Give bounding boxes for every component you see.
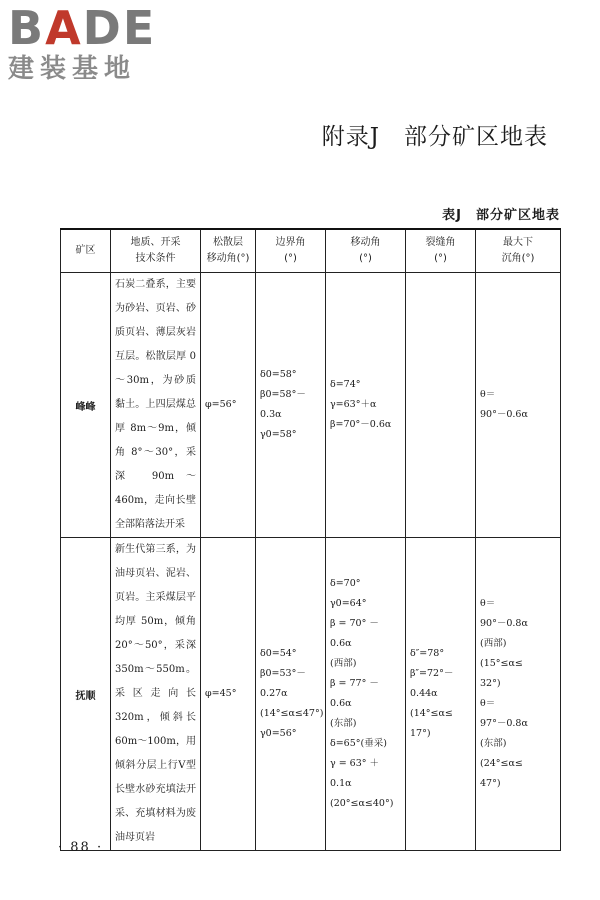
cell-geology: 石炭二叠系，主要为砂岩、页岩、砂质页岩、薄层灰岩互层。松散层厚 0～30m，为砂质黏土。上四层煤总厚 8m～9m，倾角 8°～30°，采深 90m～460m，走向长壁全部陷落法开采 <box>111 273 201 538</box>
page-title: 附录J 部分矿区地表 <box>321 124 548 150</box>
logo-letters-de: DE <box>82 1 157 55</box>
logo-letter-b: B <box>8 1 46 55</box>
logo-subtitle: 建装基地 <box>8 54 137 84</box>
cell-mine: 抚顺 <box>61 538 111 851</box>
header-crack-angle: 裂缝角 (°) <box>406 229 476 273</box>
header-geology: 地质、开采 技术条件 <box>111 229 201 273</box>
cell-movement-angle: δ=74° γ=63°＋α β=70°－0.6α <box>326 273 406 538</box>
bade-logo <box>8 1 178 84</box>
cell-boundary-angle: δ0=58° β0=58°－0.3α γ0=58° <box>256 273 326 538</box>
page-number: · 88 · <box>58 840 104 855</box>
logo-letter-a: A <box>45 1 83 55</box>
header-movement-angle: 移动角 (°) <box>326 229 406 273</box>
mine-surface-table <box>60 228 561 851</box>
cell-boundary-angle: δ0=54° β0=53°－0.27α (14°≤α≤47°) γ0=56° <box>256 538 326 851</box>
table-row <box>61 273 561 538</box>
header-boundary-angle: 边界角 (°) <box>256 229 326 273</box>
cell-loose-layer: φ=56° <box>201 273 256 538</box>
cell-mine: 峰峰 <box>61 273 111 538</box>
table-caption: 表J 部分矿区地表 <box>442 208 560 223</box>
header-loose-layer: 松散层 移动角(°) <box>201 229 256 273</box>
cell-max-subsidence: θ＝ 90°－0.6α <box>476 273 561 538</box>
table-row <box>61 538 561 851</box>
cell-crack-angle: δ″=78° β″=72°－0.44α (14°≤α≤ 17°) <box>406 538 476 851</box>
cell-movement-angle: δ=70° γ0=64° β = 70° － 0.6α (西部) β = 77° － 0.6α (东部) δ=65°(垂采) γ = 63° ＋ 0.1α (20°≤α≤40°) <box>326 538 406 851</box>
cell-geology: 新生代第三系，为油母页岩、泥岩、页岩。主采煤层平均厚 50m，倾角 20°～50°，采深 350m～550m。采区走向长 320m，倾斜长 60m～100m，用倾斜分层上行V型长壁水砂充填法开采、充填材料为废油母页岩 <box>111 538 201 851</box>
cell-crack-angle <box>406 273 476 538</box>
table-header-row <box>61 229 561 273</box>
cell-max-subsidence: θ＝ 90°－0.8α (西部) (15°≤α≤ 32°) θ＝ 97°－0.8α (东部) (24°≤α≤ 47°) <box>476 538 561 851</box>
cell-loose-layer: φ=45° <box>201 538 256 851</box>
header-mine: 矿区 <box>61 229 111 273</box>
logo-wordmark <box>8 1 178 55</box>
header-max-subsidence: 最大下 沉角(°) <box>476 229 561 273</box>
